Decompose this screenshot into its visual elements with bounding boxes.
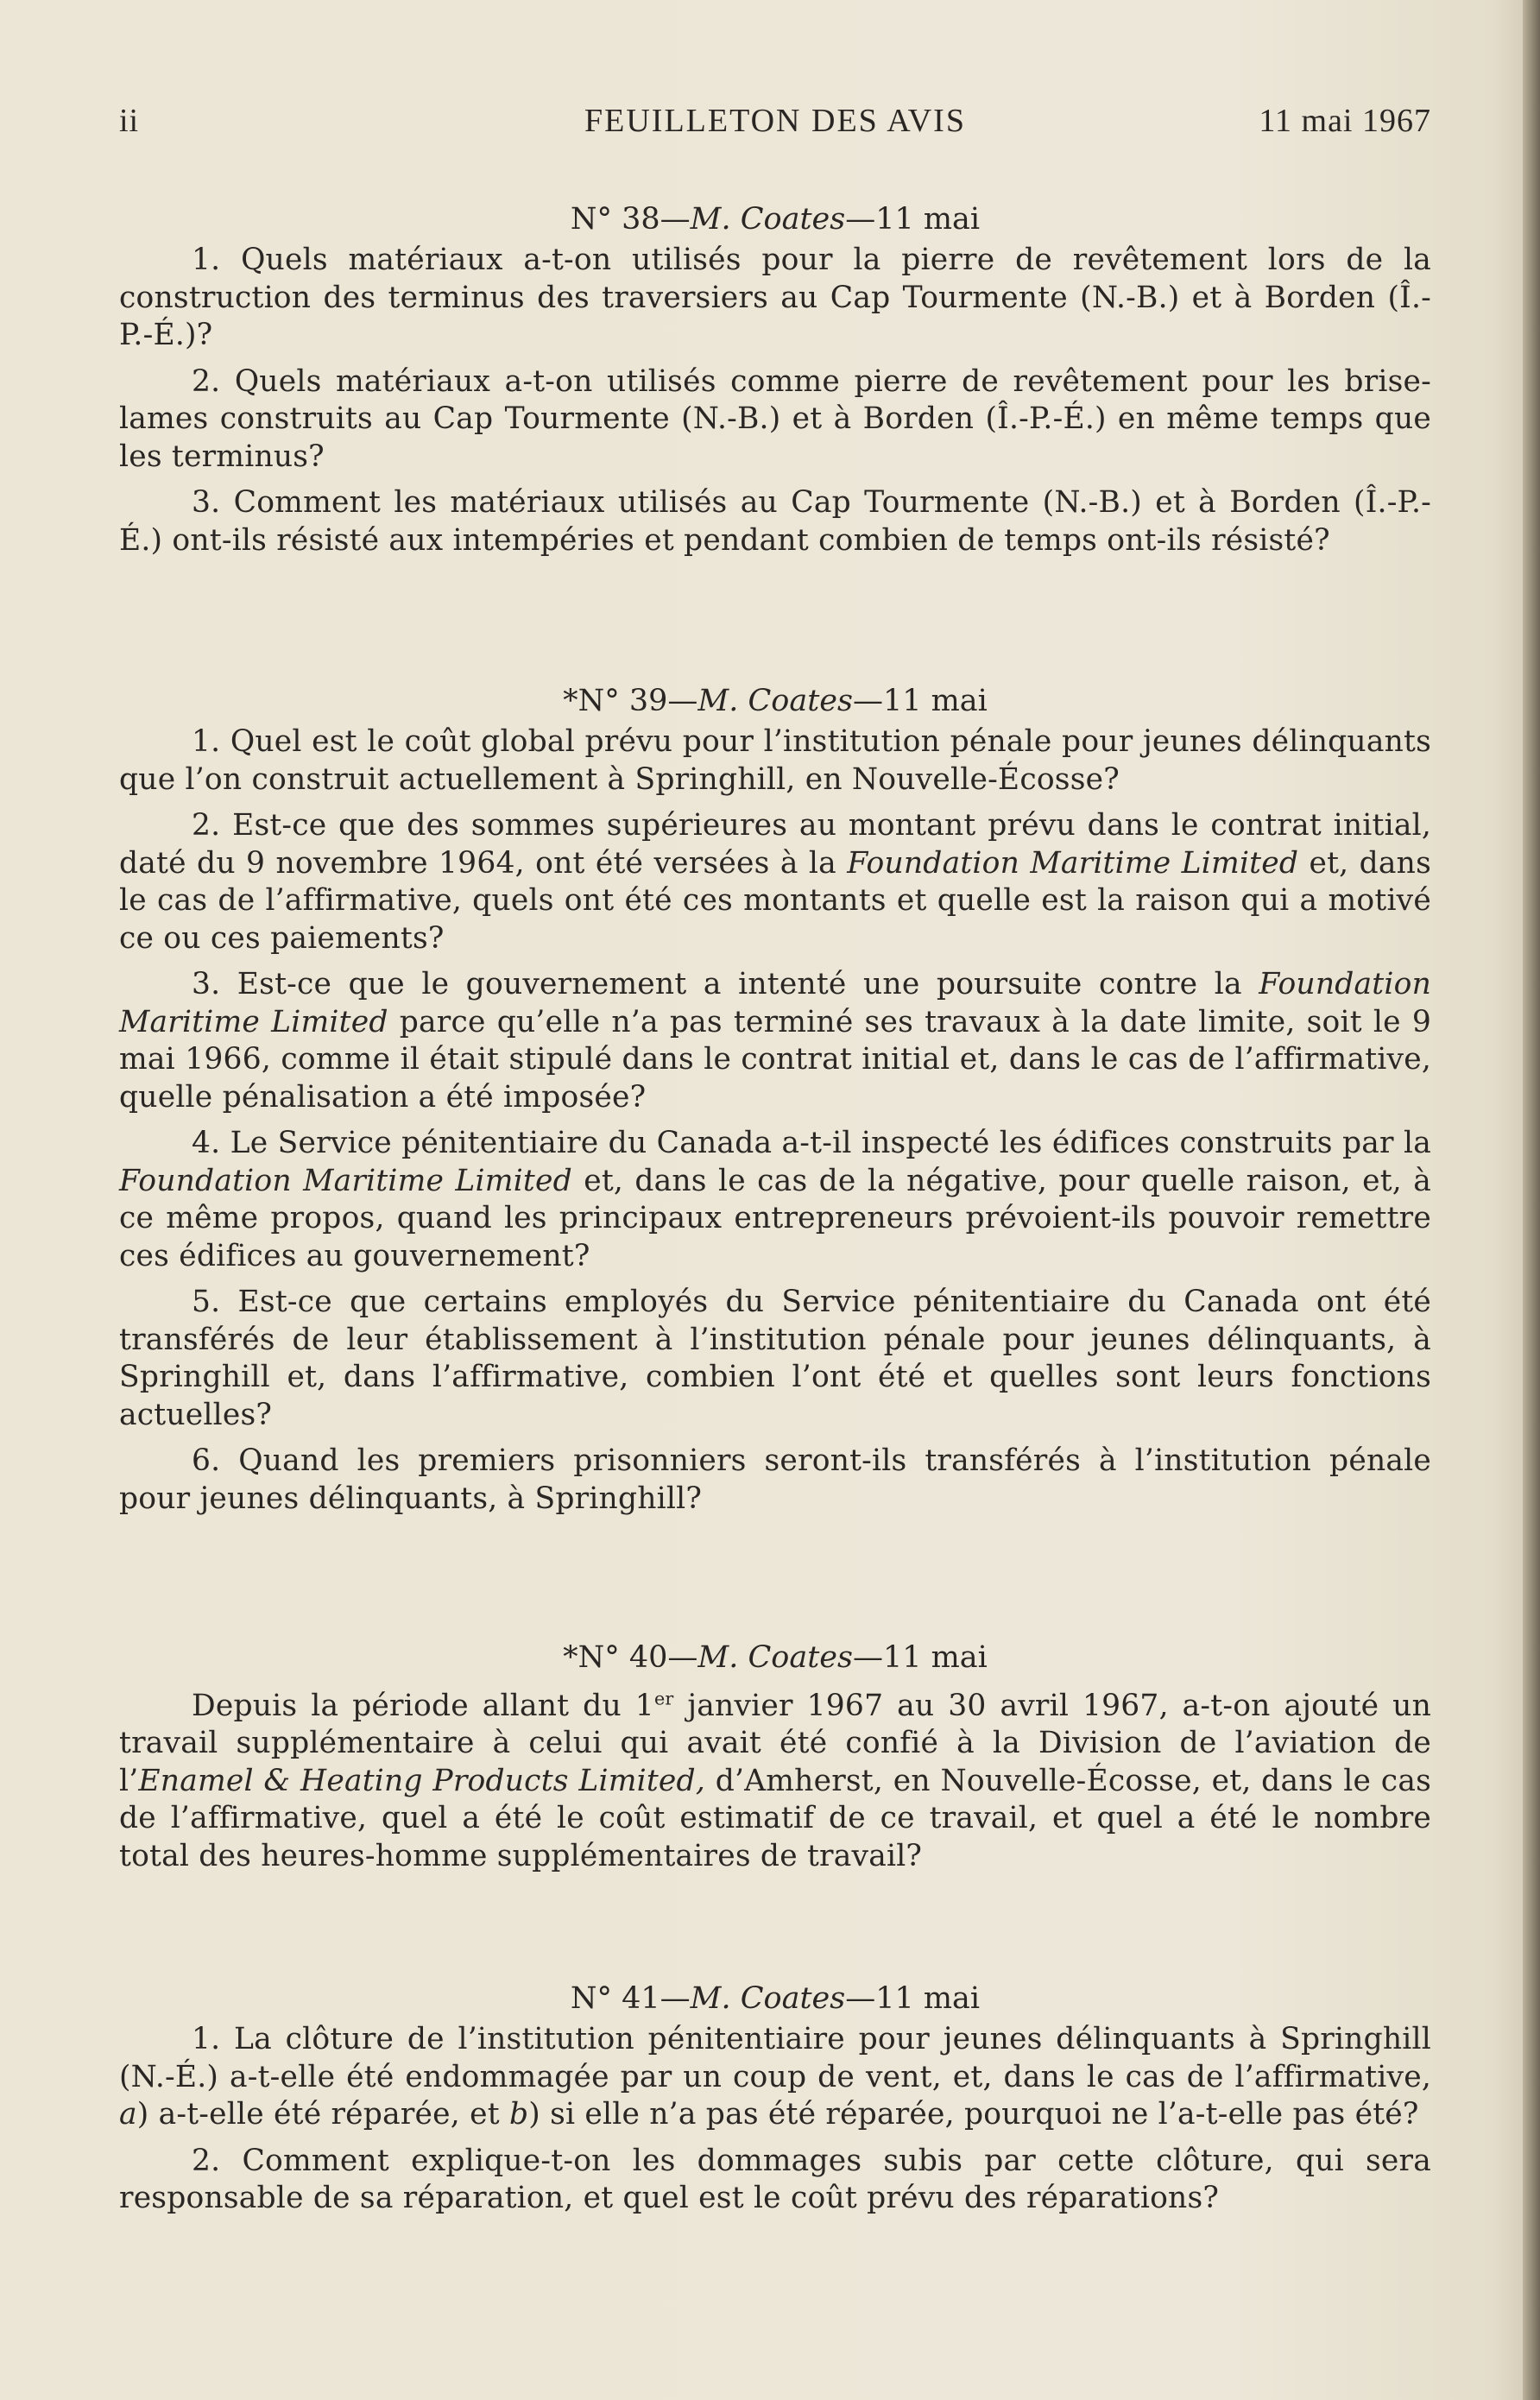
question-heading	[119, 682, 1431, 720]
paragraph-text: Est-ce que certains employés du Service pénitentiaire du Canada ont été transférés de leur établissement à l’institution pénale pour jeunes délinquants, à Springhill et, dans l’affirmative, combien l’ont été et quelles sont leurs fonctions actuelles?	[119, 1285, 1432, 1432]
question-paragraph	[119, 807, 1431, 957]
question-section	[119, 200, 1431, 568]
page-binding-edge	[1523, 0, 1540, 2400]
question-paragraph	[119, 723, 1431, 799]
question-paragraph	[119, 1125, 1431, 1275]
paragraph-text: Quels matériaux a-t-on utilisés pour la pierre de revêtement lors de la construction des terminus des traversiers au Cap Tourmente (N.-B.) et à Borden (Î.-P.-É.)?	[119, 243, 1431, 352]
italic-text: Foundation Maritime Limited	[119, 1163, 572, 1198]
question-date: 11 mai	[875, 1981, 981, 2016]
question-paragraph	[119, 966, 1431, 1116]
paragraph-number: 1.	[192, 724, 230, 759]
question-heading	[119, 1980, 1431, 2018]
paragraph-text: Quel est le coût global prévu pour l’institution pénale pour jeunes délinquants que l’on construit actuellement à Springhill, en Nouvelle-Écosse?	[119, 724, 1432, 797]
paragraph-number: 2.	[192, 808, 233, 843]
italic-text: b	[508, 2097, 529, 2132]
question-section	[119, 682, 1431, 1526]
question-heading	[119, 1639, 1431, 1677]
heading-dash: —	[845, 1981, 876, 2016]
question-paragraph	[119, 242, 1431, 355]
paragraph-number: 3.	[192, 485, 234, 520]
question-member: M. Coates	[697, 684, 853, 718]
ordinal-superscript: er	[653, 1688, 674, 1708]
question-member: M. Coates	[697, 1640, 853, 1675]
heading-dash: —	[660, 1981, 691, 2016]
running-header	[119, 102, 1431, 154]
paragraph-text: Comment les matériaux utilisés au Cap Tourmente (N.-B.) et à Borden (Î.-P.-É.) ont-ils résisté aux intempéries et pendant combien de temps ont-ils résisté?	[119, 485, 1432, 558]
italic-text: Enamel & Heating Products Limited,	[138, 1763, 705, 1798]
question-star-marker: *	[563, 684, 578, 718]
paragraph-number: 3.	[192, 967, 237, 1001]
question-date: 11 mai	[875, 202, 981, 237]
paragraph-number: 5.	[192, 1285, 238, 1319]
paragraph-text: Depuis la période allant du 1er janvier 1967 au 30 avril 1967, a-t-on ajouté un travail supplémentaire à celui qui avait été confié à la Division de l’aviation de l’	[119, 1688, 1431, 1798]
paragraph-number: 2.	[192, 363, 235, 399]
question-heading	[119, 200, 1431, 238]
paragraph-text: d’Amherst, en Nouvelle-Écosse, et, dans le cas de l’affirmative, quel a été le coût estimatif de ce travail, et quel a été le nombre total des heures-homme supplémentaires de travail?	[119, 1763, 1431, 1873]
question-paragraph	[119, 2021, 1431, 2134]
question-member: M. Coates	[690, 202, 846, 237]
paragraph-number: 1.	[192, 2022, 235, 2056]
question-section	[119, 1980, 1431, 2226]
header-title: FEUILLETON DES AVIS	[584, 103, 966, 139]
italic-text: Foundation Maritime Limited	[847, 845, 1299, 881]
paragraph-number: 2.	[192, 2143, 243, 2178]
paragraph-number: 4.	[192, 1126, 230, 1160]
paragraph-text: parce qu’elle n’a pas terminé ses travaux à la date limite, soit le 9 mai 1966, comme il était stipulé dans le contrat initial et, dans le cas de l’affirmative, quelle pénalisation a été imposée?	[119, 1004, 1431, 1115]
question-number: N° 39	[578, 684, 668, 718]
question-section	[119, 1639, 1431, 1884]
question-date: 11 mai	[882, 684, 988, 718]
paragraph-text: ) a-t-elle été réparée, et	[136, 2097, 509, 2132]
paragraph-text: ) si elle n’a pas été réparée, pourquoi ne l’a-t-elle pas été?	[528, 2097, 1419, 2132]
paragraph-text: Est-ce que des sommes supérieures au montant prévu dans le contrat initial, daté du 9 novembre 1964, ont été versées à la	[119, 808, 1431, 881]
paragraph-text: et, dans le cas de la négative, pour quelle raison, et, à ce même propos, quand les principaux entrepreneurs prévoient-ils pouvoir remettre ces édifices au gouvernement?	[119, 1163, 1431, 1273]
question-number: N° 41	[570, 1981, 660, 2016]
italic-text: a	[119, 2097, 137, 2132]
paragraph-number: 1.	[192, 243, 242, 277]
question-paragraph	[119, 1443, 1431, 1518]
paragraph-text: Est-ce que le gouvernement a intenté une poursuite contre la	[237, 967, 1259, 1001]
question-paragraph	[119, 1680, 1431, 1875]
heading-dash: —	[852, 1640, 883, 1675]
question-paragraph	[119, 2143, 1431, 2218]
question-number: N° 40	[578, 1640, 668, 1675]
heading-dash: —	[852, 684, 883, 718]
paragraph-text: et, dans le cas de l’affirmative, quels ont été ces montants et quelle est la raison qui a motivé ce ou ces paiements?	[119, 845, 1431, 956]
page-number: ii	[119, 103, 140, 139]
question-paragraph	[119, 363, 1431, 477]
question-paragraph	[119, 484, 1431, 559]
heading-dash: —	[667, 684, 698, 718]
italic-text: Foundation Maritime Limited	[119, 967, 1431, 1039]
paragraph-text: Quels matériaux a-t-on utilisés comme pierre de revêtement pour les brise-lames construits au Cap Tourmente (N.-B.) et à Borden (Î.-P.-É.) en même temps que les terminus?	[119, 363, 1432, 474]
paragraph-text: Le Service pénitentiaire du Canada a-t-il inspecté les édifices construits par la	[230, 1126, 1431, 1160]
paragraph-text: Quand les premiers prisonniers seront-ils transférés à l’institution pénale pour jeunes délinquants, à Springhill?	[119, 1443, 1431, 1516]
question-number: N° 38	[570, 202, 660, 237]
question-paragraph	[119, 1284, 1431, 1434]
question-date: 11 mai	[882, 1640, 988, 1675]
heading-dash: —	[845, 202, 876, 237]
paragraph-text: La clôture de l’institution pénitentiaire pour jeunes délinquants à Springhill (N.-É.) a-t-elle été endommagée par un coup de vent, et, dans le cas de l’affirmative,	[119, 2022, 1432, 2094]
paragraph-text: Comment explique-t-on les dommages subis par cette clôture, qui sera responsable de sa réparation, et quel est le coût prévu des réparations?	[119, 2143, 1431, 2215]
header-date: 11 mai 1967	[1259, 103, 1431, 139]
heading-dash: —	[667, 1640, 698, 1675]
question-star-marker: *	[563, 1640, 578, 1675]
paragraph-number: 6.	[192, 1443, 239, 1478]
heading-dash: —	[660, 202, 691, 237]
question-member: M. Coates	[690, 1981, 846, 2016]
